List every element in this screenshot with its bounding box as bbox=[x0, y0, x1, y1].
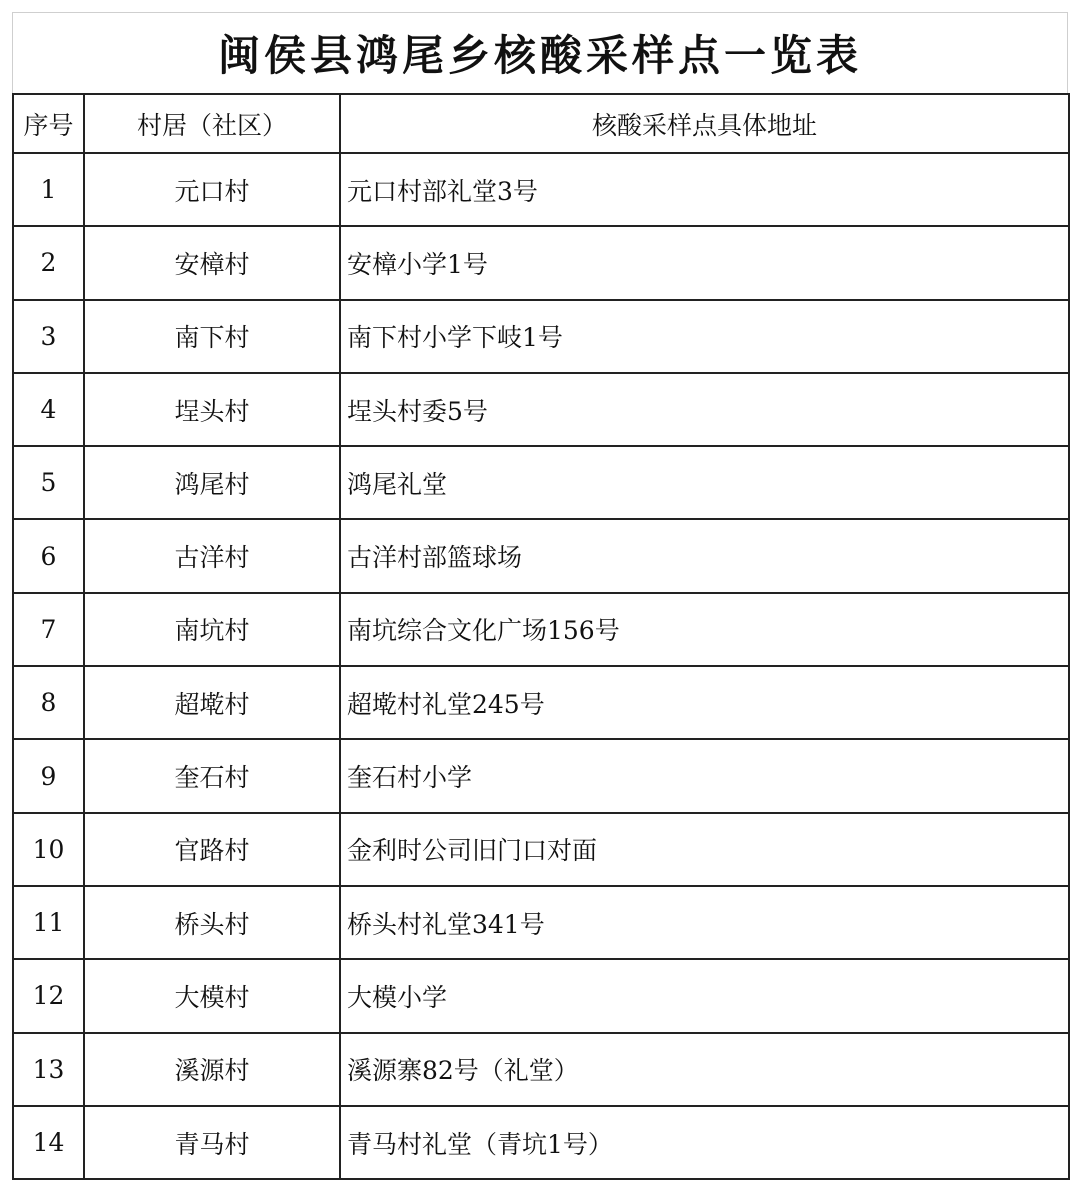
table-row bbox=[13, 300, 1069, 373]
cell-village: 官路村 bbox=[84, 813, 340, 886]
table-row bbox=[13, 153, 1069, 226]
cell-index: 3 bbox=[13, 300, 84, 373]
cell-index: 14 bbox=[13, 1106, 84, 1179]
table-header-row bbox=[13, 94, 1069, 153]
cell-index: 1 bbox=[13, 153, 84, 226]
table-row bbox=[13, 1106, 1069, 1179]
cell-village: 超墘村 bbox=[84, 666, 340, 739]
cell-index: 11 bbox=[13, 886, 84, 959]
cell-address: 奎石村小学 bbox=[340, 739, 1069, 812]
cell-index: 6 bbox=[13, 519, 84, 592]
cell-index: 9 bbox=[13, 739, 84, 812]
cell-address: 超墘村礼堂245号 bbox=[340, 666, 1069, 739]
cell-village: 青马村 bbox=[84, 1106, 340, 1179]
cell-index: 2 bbox=[13, 226, 84, 299]
table-row bbox=[13, 593, 1069, 666]
cell-index: 8 bbox=[13, 666, 84, 739]
header-village: 村居（社区） bbox=[84, 94, 340, 153]
cell-address: 溪源寨82号（礼堂） bbox=[340, 1033, 1069, 1106]
table-row bbox=[13, 813, 1069, 886]
cell-index: 10 bbox=[13, 813, 84, 886]
cell-address: 古洋村部篮球场 bbox=[340, 519, 1069, 592]
cell-village: 古洋村 bbox=[84, 519, 340, 592]
page-title: 闽侯县鸿尾乡核酸采样点一览表 bbox=[217, 31, 862, 80]
cell-index: 7 bbox=[13, 593, 84, 666]
cell-village: 南坑村 bbox=[84, 593, 340, 666]
cell-village: 安樟村 bbox=[84, 226, 340, 299]
header-index: 序号 bbox=[13, 94, 84, 153]
cell-address: 南坑综合文化广场156号 bbox=[340, 593, 1069, 666]
cell-village: 埕头村 bbox=[84, 373, 340, 446]
cell-address: 桥头村礼堂341号 bbox=[340, 886, 1069, 959]
cell-village: 大模村 bbox=[84, 959, 340, 1032]
cell-index: 5 bbox=[13, 446, 84, 519]
cell-village: 奎石村 bbox=[84, 739, 340, 812]
cell-index: 4 bbox=[13, 373, 84, 446]
cell-address: 大模小学 bbox=[340, 959, 1069, 1032]
header-address: 核酸采样点具体地址 bbox=[340, 94, 1069, 153]
cell-address: 埕头村委5号 bbox=[340, 373, 1069, 446]
cell-address: 青马村礼堂（青坑1号） bbox=[340, 1106, 1069, 1179]
cell-village: 溪源村 bbox=[84, 1033, 340, 1106]
table-row bbox=[13, 226, 1069, 299]
cell-village: 桥头村 bbox=[84, 886, 340, 959]
sampling-sites-sheet bbox=[12, 12, 1068, 1180]
table-row bbox=[13, 959, 1069, 1032]
table-row bbox=[13, 446, 1069, 519]
cell-address: 金利时公司旧门口对面 bbox=[340, 813, 1069, 886]
table-row bbox=[13, 519, 1069, 592]
cell-index: 13 bbox=[13, 1033, 84, 1106]
table-row bbox=[13, 886, 1069, 959]
cell-village: 元口村 bbox=[84, 153, 340, 226]
cell-address: 鸿尾礼堂 bbox=[340, 446, 1069, 519]
cell-village: 南下村 bbox=[84, 300, 340, 373]
table-row bbox=[13, 373, 1069, 446]
cell-index: 12 bbox=[13, 959, 84, 1032]
cell-address: 元口村部礼堂3号 bbox=[340, 153, 1069, 226]
title-row bbox=[12, 12, 1068, 93]
table-row bbox=[13, 1033, 1069, 1106]
table-row bbox=[13, 666, 1069, 739]
sampling-sites-table bbox=[12, 93, 1070, 1180]
cell-village: 鸿尾村 bbox=[84, 446, 340, 519]
table-row bbox=[13, 739, 1069, 812]
cell-address: 南下村小学下岐1号 bbox=[340, 300, 1069, 373]
cell-address: 安樟小学1号 bbox=[340, 226, 1069, 299]
